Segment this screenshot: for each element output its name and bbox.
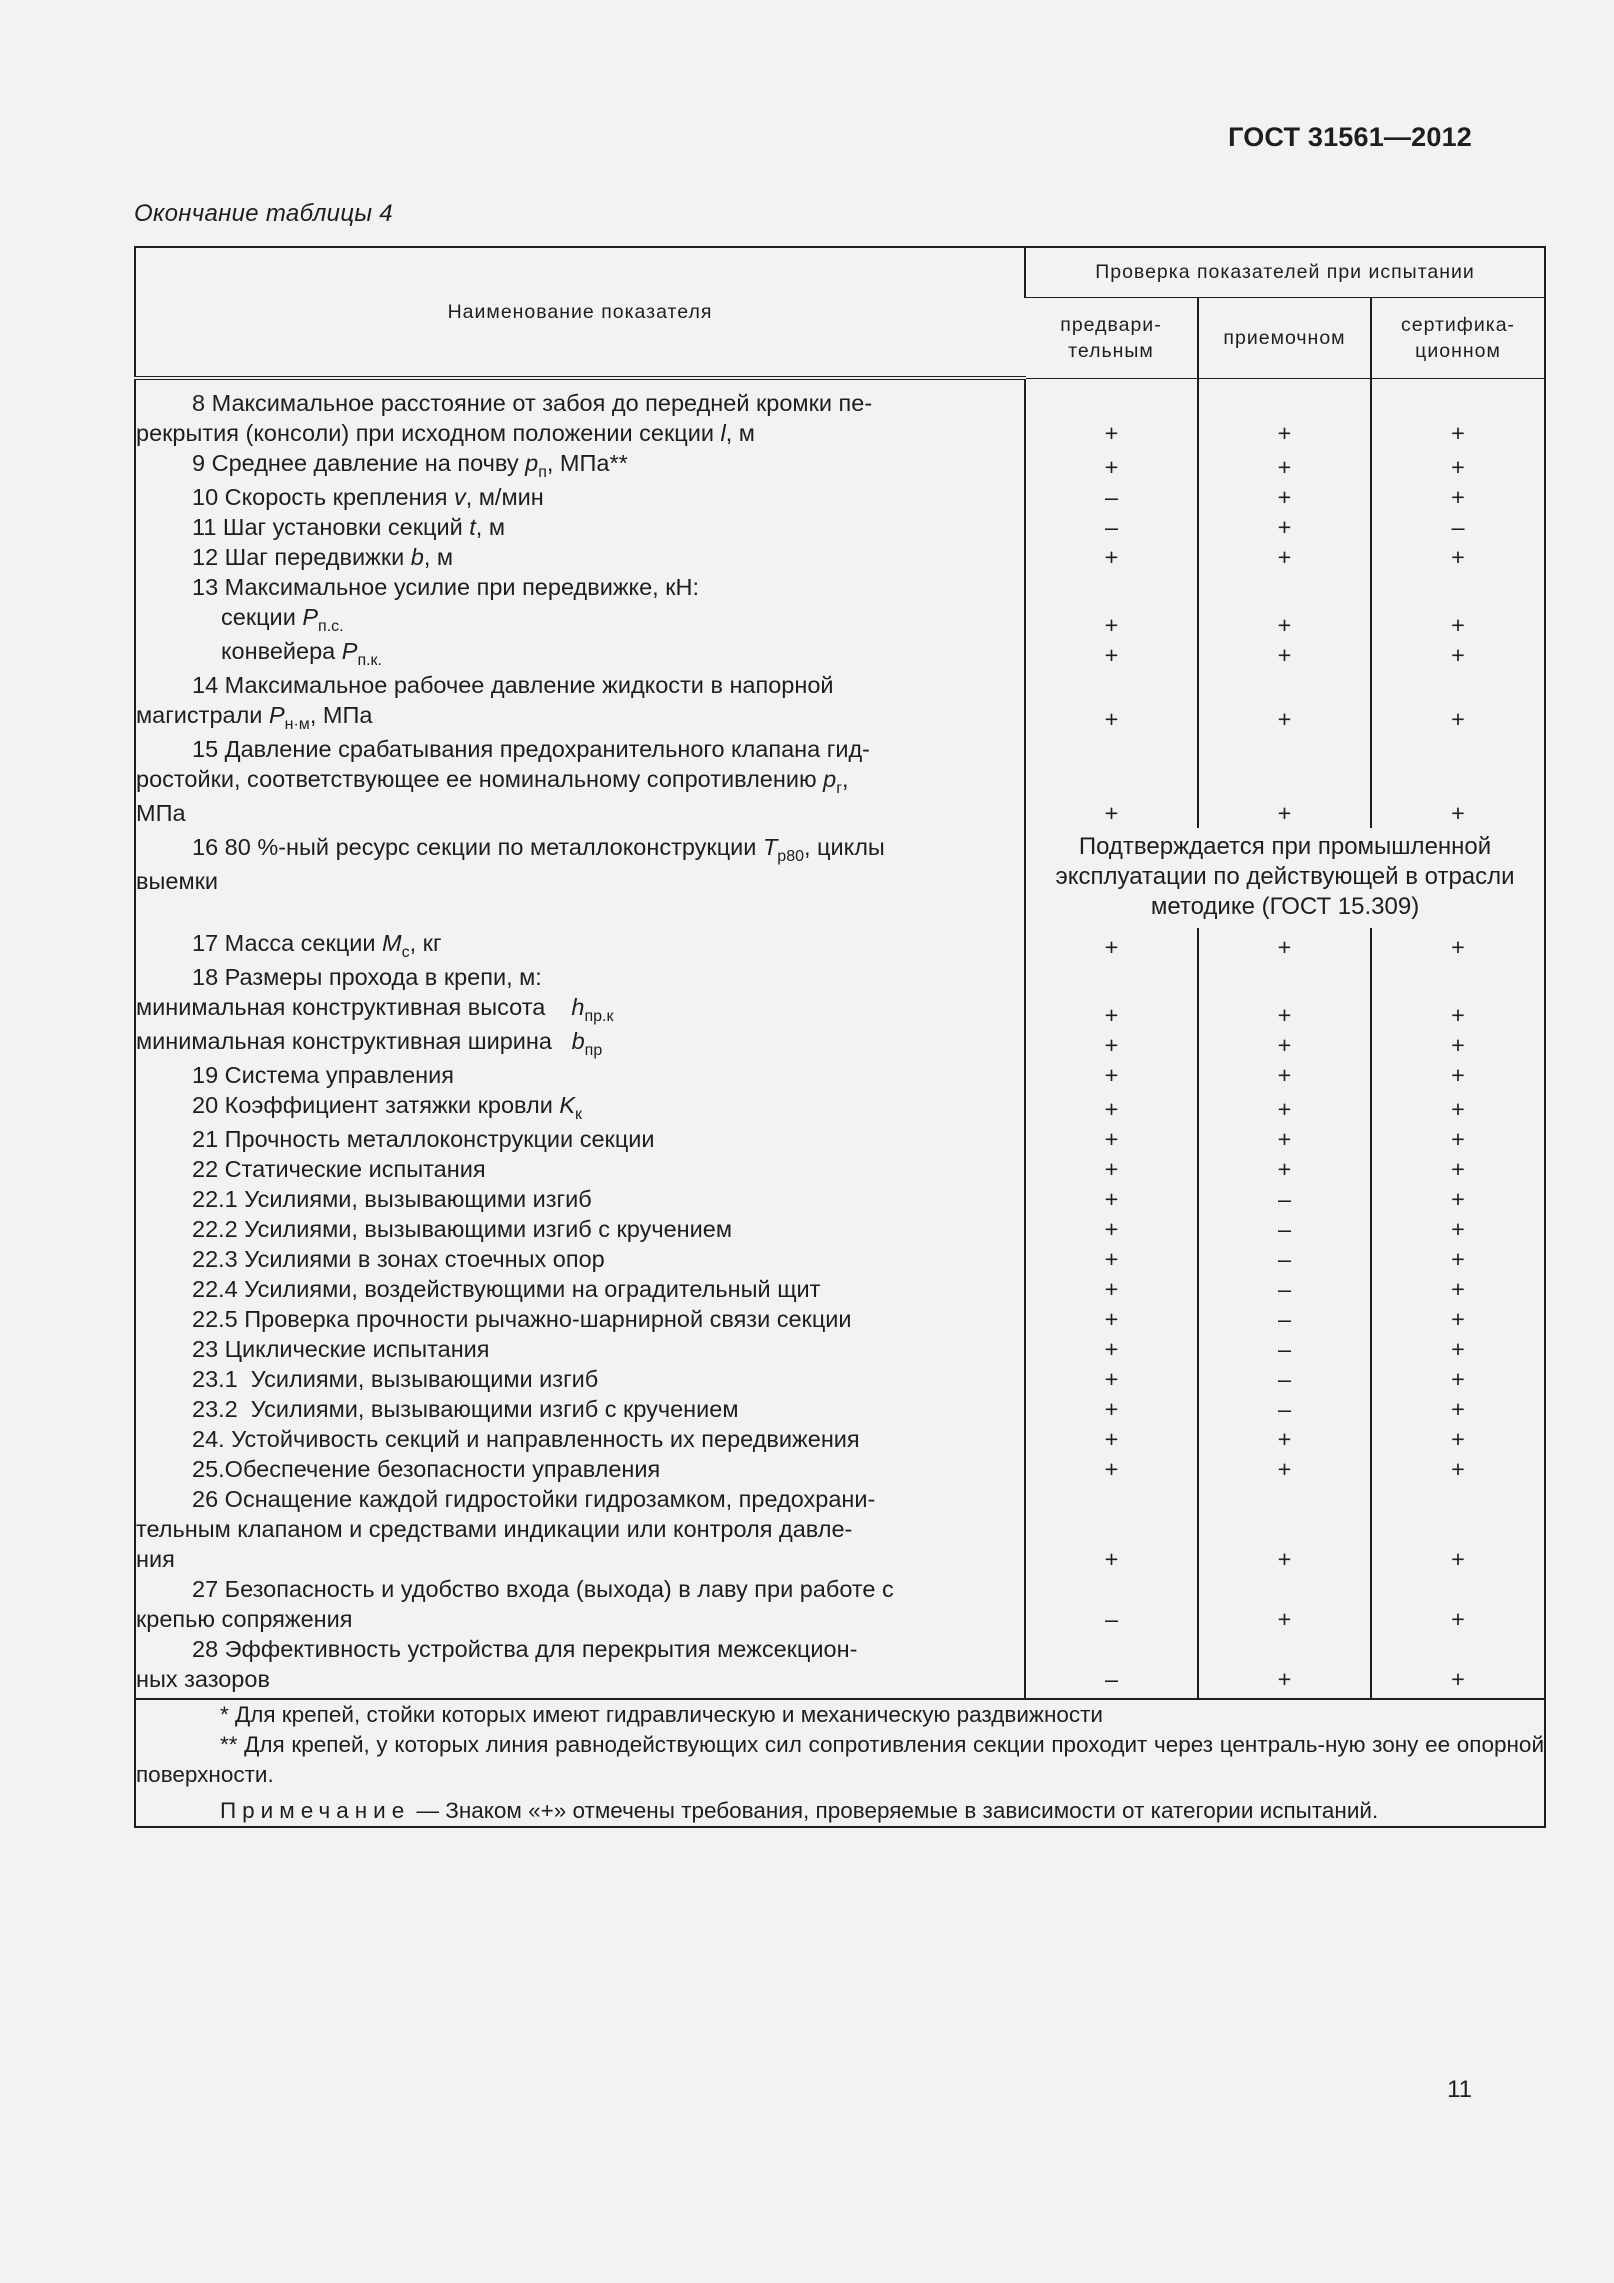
row-name: 22.4 Усилиями, воздействующими на оградительный щит: [192, 1276, 821, 1302]
row-name: 13 Максимальное усилие при передвижке, кН: секции $P_{п.с.}$ конвейера $P_{п.к.}$: [192, 574, 699, 669]
cell-acceptance: +: [1198, 1124, 1371, 1154]
page-number: 11: [1447, 2076, 1472, 2103]
cell-acceptance: –: [1198, 1184, 1371, 1214]
table-row: [135, 1184, 1545, 1214]
row-name: 22.3 Усилиями в зонах стоечных опор: [192, 1246, 605, 1272]
row-name: 27 Безопасность и удобство входа (выхода) в лаву при работе с крепью сопряжения: [136, 1576, 894, 1632]
row-name: 14 Максимальное рабочее давление жидкости в напорной магистрали $P_{н\cdot м}$, МПа: [136, 672, 834, 733]
cell-preliminary: +: [1025, 378, 1198, 448]
cell-acceptance: +: [1198, 1634, 1371, 1699]
cell-acceptance: –: [1198, 1214, 1371, 1244]
cell-acceptance: +: [1198, 542, 1371, 572]
table-row: [135, 828, 1545, 928]
cell-certification: +: [1371, 1060, 1545, 1090]
cell-acceptance: +: [1198, 734, 1371, 828]
cell-certification: +: [1371, 1090, 1545, 1124]
row-name: 26 Оснащение каждой гидростойки гидрозамком, предохрани- тельным клапаном и средствами индикации или контроля давле- ния: [136, 1486, 876, 1572]
cell-certification: +: [1371, 1244, 1545, 1274]
requirements-table: [134, 246, 1546, 1828]
table-row: [135, 1090, 1545, 1124]
cell-certification: +: [1371, 1574, 1545, 1634]
table-row: [135, 1454, 1545, 1484]
cell-certification: +: [1371, 482, 1545, 512]
row-name: 12 Шаг передвижки b, м: [192, 544, 454, 570]
cell-acceptance: –: [1198, 1274, 1371, 1304]
footnote-2: ** Для крепей, у которых линия равнодействующих сил сопротивления секции проходит через централь-ную зону ее опорной поверхности.: [136, 1732, 1545, 1787]
cell-certification: +: [1371, 1304, 1545, 1334]
cell-certification: +: [1371, 1424, 1545, 1454]
cell-certification: +: [1371, 542, 1545, 572]
table-row: [135, 1244, 1545, 1274]
row-name: 20 Коэффициент затяжки кровли $K_к$: [192, 1092, 583, 1123]
cell-certification: +: [1371, 1334, 1545, 1364]
cell-preliminary: +: [1025, 1090, 1198, 1124]
cell-acceptance: +: [1198, 448, 1371, 482]
row-name: 23 Циклические испытания: [192, 1336, 490, 1362]
table-row: [135, 1634, 1545, 1699]
table-row: [135, 378, 1545, 448]
column-header-name: Наименование показателя: [135, 247, 1025, 378]
table-row: [135, 542, 1545, 572]
table-row: [135, 482, 1545, 512]
cell-acceptance: –: [1198, 1304, 1371, 1334]
table-row: [135, 1214, 1545, 1244]
cell-certification: +: [1371, 1634, 1545, 1699]
cell-certification: +: [1371, 1214, 1545, 1244]
cell-acceptance: +: [1198, 482, 1371, 512]
cell-preliminary: +: [1025, 542, 1198, 572]
cell-preliminary: +: [1025, 1060, 1198, 1090]
note: Примечание — Знаком «+» отмечены требования, проверяемые в зависимости от категории испытаний.: [220, 1798, 1379, 1823]
table-row: [135, 572, 1545, 670]
cell-certification: + +: [1371, 962, 1545, 1060]
cell-preliminary: –: [1025, 1634, 1198, 1699]
table-container: [134, 246, 1545, 1828]
cell-certification: +: [1371, 1394, 1545, 1424]
cell-preliminary: –: [1025, 1574, 1198, 1634]
table-row: [135, 1424, 1545, 1454]
table-row: [135, 928, 1545, 962]
column-header-certification: сертифика- ционном: [1371, 297, 1545, 378]
cell-acceptance: +: [1198, 378, 1371, 448]
cell-certification: +: [1371, 448, 1545, 482]
table-row: [135, 512, 1545, 542]
cell-preliminary: +: [1025, 1424, 1198, 1454]
cell-certification: +: [1371, 378, 1545, 448]
row-name: 23.1 Усилиями, вызывающими изгиб: [192, 1366, 599, 1392]
cell-acceptance: –: [1198, 1364, 1371, 1394]
cell-certification: +: [1371, 670, 1545, 734]
cell-preliminary: + +: [1025, 572, 1198, 670]
row-name: 22 Статические испытания: [192, 1156, 486, 1182]
footnote-1: * Для крепей, стойки которых имеют гидравлическую и механическую раздвижности: [220, 1702, 1104, 1727]
table-row: [135, 1394, 1545, 1424]
cell-preliminary: +: [1025, 1274, 1198, 1304]
cell-preliminary: +: [1025, 1124, 1198, 1154]
row-name: 24. Устойчивость секций и направленность их передвижения: [192, 1426, 860, 1452]
row-name: 23.2 Усилиями, вызывающими изгиб с кручением: [192, 1396, 739, 1422]
cell-acceptance: +: [1198, 928, 1371, 962]
cell-certification: +: [1371, 1484, 1545, 1574]
cell-preliminary: +: [1025, 1334, 1198, 1364]
cell-acceptance: –: [1198, 1334, 1371, 1364]
cell-certification: +: [1371, 1274, 1545, 1304]
document-code: ГОСТ 31561—2012: [1228, 122, 1472, 152]
cell-acceptance: +: [1198, 1454, 1371, 1484]
cell-certification: +: [1371, 734, 1545, 828]
row-name: 19 Система управления: [192, 1062, 455, 1088]
cell-acceptance: +: [1198, 1090, 1371, 1124]
cell-preliminary: –: [1025, 512, 1198, 542]
column-header-group: Проверка показателей при испытании: [1025, 247, 1545, 297]
row-name: 22.1 Усилиями, вызывающими изгиб: [192, 1186, 592, 1212]
cell-preliminary: +: [1025, 1454, 1198, 1484]
column-header-preliminary: предвари- тельным: [1025, 297, 1198, 378]
row-name: 17 Масса секции $M_с$, кг: [192, 930, 442, 961]
cell-preliminary: +: [1025, 1214, 1198, 1244]
merged-note-cell: Подтверждается при промышленной эксплуатации по действующей в отрасли методике (ГОСТ 15.309): [1025, 828, 1545, 928]
cell-preliminary: +: [1025, 1184, 1198, 1214]
cell-preliminary: +: [1025, 1484, 1198, 1574]
row-name: 9 Среднее давление на почву $p_п$, МПа**: [192, 450, 628, 481]
row-name: 22.5 Проверка прочности рычажно-шарнирной связи секции: [192, 1306, 852, 1332]
cell-certification: +: [1371, 928, 1545, 962]
cell-acceptance: +: [1198, 670, 1371, 734]
cell-preliminary: +: [1025, 1154, 1198, 1184]
cell-preliminary: +: [1025, 1394, 1198, 1424]
cell-acceptance: +: [1198, 1060, 1371, 1090]
row-name: 8 Максимальное расстояние от забоя до передней кромки пе- рекрытия (консоли) при исходном положении секции l, м: [136, 390, 873, 446]
table-row: [135, 1060, 1545, 1090]
cell-certification: +: [1371, 1124, 1545, 1154]
cell-acceptance: +: [1198, 1574, 1371, 1634]
row-name: 16 80 %-ный ресурс секции по металлоконструкции $T_{р80}$, циклы выемки: [136, 834, 885, 894]
row-name: 21 Прочность металлоконструкции секции: [192, 1126, 655, 1152]
cell-acceptance: +: [1198, 1484, 1371, 1574]
cell-acceptance: –: [1198, 1244, 1371, 1274]
table-row: [135, 734, 1545, 828]
cell-acceptance: +: [1198, 1424, 1371, 1454]
cell-preliminary: +: [1025, 670, 1198, 734]
cell-certification: + +: [1371, 572, 1545, 670]
row-name: 15 Давление срабатывания предохранительного клапана гид- ростойки, соответствующее ее номинальному сопротивлению $p_г$, МПа: [136, 736, 870, 826]
cell-acceptance: + +: [1198, 962, 1371, 1060]
table-row: [135, 1484, 1545, 1574]
cell-acceptance: +: [1198, 512, 1371, 542]
table-row: [135, 448, 1545, 482]
table-row: [135, 1334, 1545, 1364]
table-caption: Окончание таблицы 4: [134, 200, 393, 227]
column-header-acceptance: приемочном: [1198, 297, 1371, 378]
table-row: [135, 1304, 1545, 1334]
cell-preliminary: +: [1025, 1364, 1198, 1394]
table-row: [135, 1574, 1545, 1634]
cell-certification: +: [1371, 1154, 1545, 1184]
cell-acceptance: + +: [1198, 572, 1371, 670]
cell-preliminary: +: [1025, 448, 1198, 482]
cell-preliminary: –: [1025, 482, 1198, 512]
cell-preliminary: +: [1025, 928, 1198, 962]
cell-acceptance: –: [1198, 1394, 1371, 1424]
row-name: 10 Скорость крепления v, м/мин: [192, 484, 544, 510]
row-name: 11 Шаг установки секций t, м: [192, 514, 505, 540]
table-row: [135, 1154, 1545, 1184]
table-footnotes: [135, 1699, 1545, 1827]
row-name: 25.Обеспечение безопасности управления: [192, 1456, 661, 1482]
cell-certification: –: [1371, 512, 1545, 542]
table-row: [135, 1364, 1545, 1394]
cell-preliminary: + +: [1025, 962, 1198, 1060]
cell-preliminary: +: [1025, 1304, 1198, 1334]
cell-preliminary: +: [1025, 734, 1198, 828]
cell-certification: +: [1371, 1454, 1545, 1484]
row-name: 22.2 Усилиями, вызывающими изгиб с кручением: [192, 1216, 732, 1242]
row-name: 18 Размеры прохода в крепи, м: минимальная конструктивная высота $h_{пр.к}$ минимальная конструктивная ширина $b_{пр}$: [136, 964, 614, 1059]
table-row: [135, 1274, 1545, 1304]
table-row: [135, 1124, 1545, 1154]
table-row: [135, 670, 1545, 734]
table-row: [135, 962, 1545, 1060]
cell-preliminary: +: [1025, 1244, 1198, 1274]
cell-acceptance: +: [1198, 1154, 1371, 1184]
cell-certification: +: [1371, 1364, 1545, 1394]
row-name: 28 Эффективность устройства для перекрытия межсекцион- ных зазоров: [136, 1636, 858, 1692]
cell-certification: +: [1371, 1184, 1545, 1214]
